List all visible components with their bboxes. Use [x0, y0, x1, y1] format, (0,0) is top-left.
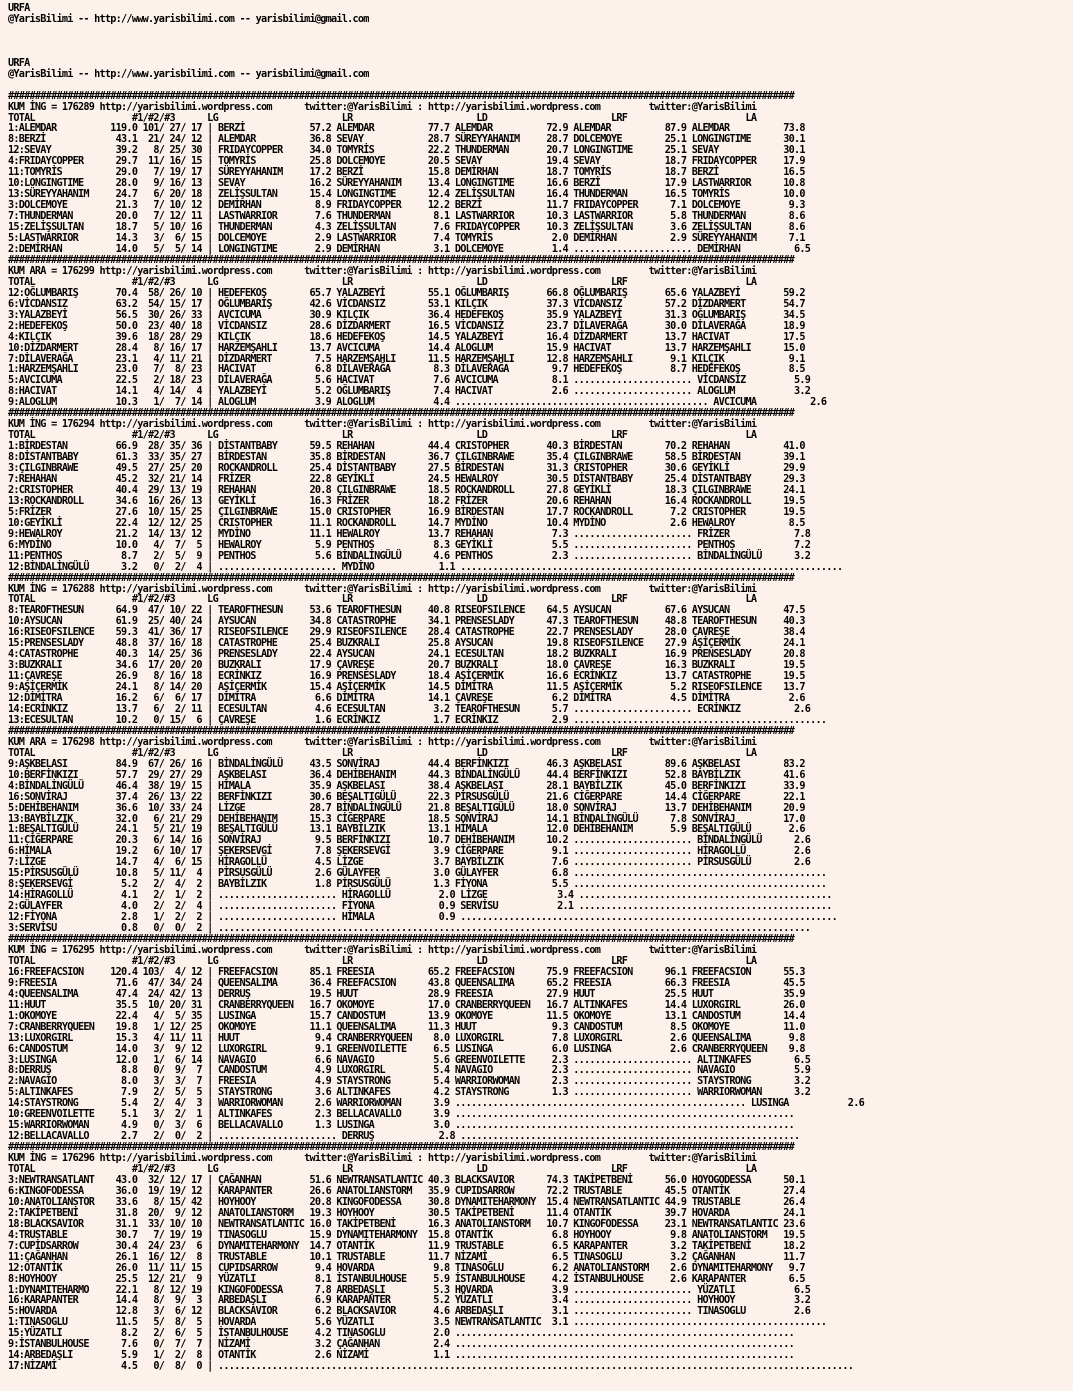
- text-line: 18:BLACKSAVIOR 31.1 33/ 10/ 10 | NEWTRANSATLANTIC 16.0 TAKİPETBENİ 16.3 ANATOLIANSTORM 10.7 KINGOFODESSA 23.1 NEWTRANSATLANTIC 23.6: [8, 1218, 805, 1230]
- text-line: KUM ARA = 176298 http://yarisbilimi.wordpress.com twitter:@YarisBilimi : http://yarisbilimi.wordpress.com twitter:@YarisBilimi: [8, 736, 757, 748]
- text-line: [8, 37, 1068, 48]
- text-line: ##################################################################################################################################################: [8, 725, 794, 737]
- text-line: 16:SONVİRAJ 37.4 26/ 13/ 22 | BERFİNKIZI 30.6 BEŞALTIGÜLÜ 22.3 PİRSUSGÜLÜ 21.6 CİĞERPARE 14.4 CİĞERPARE 22.1: [8, 791, 805, 803]
- text-line: 3:DOLCEMOYE 21.3 7/ 10/ 12 | DEMİRHAN 8.9 FRIDAYCOPPER 12.2 BERZİ 11.7 FRIDAYCOPPER 7.1 DOLCEMOYE 9.3: [8, 200, 805, 212]
- text-line: 12:BİNDALİNGÜLÜ 3.2 0/ 2/ 4 | ...................... MYDİNO 1.1 .......................................................................: [8, 561, 843, 573]
- text-line: 8:TEAROFTHESUN 64.9 47/ 10/ 22 | TEAROFTHESUN 53.6 TEAROFTHESUN 40.8 RISEOFSILENCE 64.5 AYSUCAN 67.6 AYSUCAN 47.5: [8, 605, 805, 617]
- text-line: 7:CUPİDSARROW 30.4 24/ 23/ 6 | DYNAMITEHARMONY 14.7 OTANTİK 11.9 TRUSTABLE 6.5 KARAPANTER 3.2 TAKİPETBENİ 18.2: [8, 1240, 805, 1252]
- text-line: @YarisBilimi -- http://www.yarisbilimi.com -- yarisbilimi@gmail.com: [8, 13, 369, 25]
- text-line: 11:PENTHOS 8.7 2/ 5/ 9 | PENTHOS 5.6 BİNDALİNGÜLÜ 4.6 PENTHOS 2.3 ...................... BİNDALİNGÜLÜ 3.2: [8, 550, 811, 562]
- text-line: 10:DİZDARMERT 28.4 8/ 16/ 17 | HARZEMŞAHLI 13.7 AVCICUMA 14.4 ALOGLUM 15.9 HACIVAT 13.7 HARZEMŞAHLI 15.0: [8, 342, 805, 354]
- text-line: 7:THUNDERMAN 20.0 7/ 12/ 11 | LASTWARRIOR 7.6 THUNDERMAN 8.1 LASTWARRIOR 10.3 LASTWARRIOR 5.8 THUNDERMAN 8.6: [8, 211, 805, 223]
- text-line: 1:HARZEMŞAHLI 23.0 7/ 8/ 23 | HACIVAT 6.8 DİLAVERAĞA 8.3 DİLAVERAĞA 9.7 HEDEFEKOŞ 8.7 HEDEFEKOŞ 8.5: [8, 364, 805, 376]
- text-line: URFA: [8, 3, 30, 14]
- text-line: 2:CRISTOPHER 40.4 29/ 13/ 19 | REHAHAN 20.8 ÇILGINBRAWE 18.5 ROCKANDROLL 27.8 GEYİKLİ 18.3 ÇILGINBRAWE 24.1: [8, 484, 805, 496]
- text-line: 13:ROCKANDROLL 34.6 16/ 26/ 13 | GEYİKLİ 16.3 FRİZER 18.2 FRİZER 20.6 REHAHAN 16.4 ROCKANDROLL 19.5: [8, 495, 805, 507]
- text-line: 1:BEŞALTIGÜLÜ 24.1 5/ 21/ 19 | BEŞALTIGÜLÜ 13.1 BAYBİLZIK 13.1 HİMALA 12.0 DEHİBEHANIM 5.9 BEŞALTIGÜLÜ 2.6: [8, 824, 805, 836]
- report-text: [8, 4, 1068, 1373]
- text-line: KUM İNG = 176288 http://yarisbilimi.wordpress.com twitter:@YarisBilimi : http://yarisbilimi.wordpress.com twitter:@YarisBilimi: [8, 583, 757, 595]
- text-line: 8:HOYHOOY 25.5 12/ 21/ 9 | YÜZATLI 8.1 İSTANBULHOUSE 5.9 İSTANBULHOUSE 4.2 İSTANBULHOUSE 2.6 KARAPANTER 6.5: [8, 1273, 805, 1285]
- text-line: KUM İNG = 176289 http://yarisbilimi.wordpress.com twitter:@YarisBilimi : http://yarisbilimi.wordpress.com twitter:@YarisBilimi: [8, 101, 757, 113]
- text-line: 16:FREEFACSION 120.4 103/ 4/ 12 | FREEFACSION 85.1 FREESIA 65.2 FREEFACSION 75.9 FREEFACSION 96.1 FREEFACSION 55.3: [8, 966, 805, 978]
- text-line: ##################################################################################################################################################: [8, 408, 794, 420]
- text-line: 8:DİSTANTBABY 61.3 33/ 35/ 27 | BİRDESTAN 35.8 BİRDESTAN 36.7 ÇILGINBRAWE 35.4 ÇILGINBRAWE 58.5 BİRDESTAN 39.1: [8, 452, 805, 464]
- text-line: KUM İNG = 176294 http://yarisbilimi.wordpress.com twitter:@YarisBilimi : http://yarisbilimi.wordpress.com twitter:@YarisBilimi: [8, 419, 757, 431]
- text-line: 9:FREESIA 71.6 47/ 34/ 24 | QUEENSALIMA 36.4 FREEFACSION 43.8 QUEENSALIMA 65.2 FREESIA 66.3 FREESIA 45.5: [8, 977, 805, 989]
- text-line: 8:DERRUŞ 8.8 0/ 9/ 7 | CANDOSTUM 4.9 LUXORGIRL 5.4 NAVAGIO 2.3 ...................... NAVAGIO 5.9: [8, 1065, 811, 1077]
- text-line: 3:BUZKRALI 34.6 17/ 20/ 20 | BUZKRALI 17.9 ÇAVREŞE 20.7 BUZKRALI 18.0 ÇAVREŞE 16.3 BUZKRALI 19.5: [8, 660, 805, 672]
- text-line: 7:DİLAVERAĞA 23.1 4/ 11/ 21 | DİZDARMERT 7.5 HARZEMŞAHLI 11.5 HARZEMŞAHLI 12.8 HARZEMŞAHLI 9.1 KILÇIK 9.1: [8, 353, 805, 365]
- text-line: [8, 48, 1068, 59]
- text-line: 5:AVCICUMA 22.5 2/ 18/ 23 | DİLAVERAĞA 5.6 HACIVAT 7.6 AVCICUMA 8.1 ...................... VİCDANSIZ 5.9: [8, 375, 811, 387]
- text-line: 12:SEVAY 39.2 8/ 25/ 30 | FRIDAYCOPPER 34.0 TOMYRİS 22.2 THUNDERMAN 20.7 LONGINGTIME 25.1 SEVAY 30.1: [8, 145, 805, 157]
- text-line: 11:ÇAVREŞE 26.9 8/ 16/ 18 | ECRİNKIZ 16.9 PRENSESLADY 18.4 AŞİÇERMİK 16.6 ECRİNKIZ 13.7 CATASTROPHE 19.5: [8, 671, 805, 683]
- text-line: 6:HİMALA 19.2 6/ 10/ 17 | ŞEKERSEVGİ 7.8 ŞEKERSEVGİ 3.9 CİĞERPARE 9.1 ...................... HİRAGOLLÜ 2.6: [8, 846, 811, 858]
- text-line: 5:FRİZER 27.6 10/ 15/ 25 | ÇILGINBRAWE 15.0 CRISTOPHER 16.9 BİRDESTAN 17.7 ROCKANDROLL 7.2 CRISTOPHER 19.5: [8, 506, 805, 518]
- text-line: 14:ARBEDAŞLI 5.9 1/ 2/ 8 | OTANTİK 2.6 NİZAMİ 1.1 ...............................................................: [8, 1350, 794, 1362]
- text-line: 1:TINASOGLU 11.5 5/ 8/ 5 | HOVARDA 5.6 YÜZATLI 3.5 NEWTRANSATLANTIC 3.1 ...............................................: [8, 1317, 827, 1329]
- text-line: 3:YALAZBEYİ 56.5 30/ 26/ 33 | AVCICUMA 30.9 KILÇIK 36.4 HEDEFEKOŞ 35.9 YALAZBEYİ 31.3 OĞLUMBARIŞ 34.5: [8, 309, 805, 321]
- text-line: 10:LONGINGTIME 28.0 9/ 16/ 13 | SEVAY 16.2 SÜREYYAHANIM 13.4 LONGINGTIME 16.6 BERZİ 17.9 LASTWARRIOR 10.8: [8, 178, 805, 190]
- text-line: 6:MYDİNO 10.0 4/ 7/ 5 | HEWALROY 5.9 PENTHOS 8.3 GEYİKLİ 5.5 ...................... PENTHOS 7.2: [8, 539, 811, 551]
- text-line: 6:KINGOFODESSA 36.0 19/ 19/ 12 | KARAPANTER 26.6 ANATOLIANSTORM 35.9 CUPIDSARROW 72.2 TRUSTABLE 45.5 OTANTİK 27.4: [8, 1185, 805, 1197]
- text-line: 3:NEWTRANSATLANT 43.0 32/ 12/ 17 | ÇAĞANHAN 51.6 NEWTRANSATLANTIC 40.3 BLACKSAVIOR 74.3 TAKİPETBENİ 56.0 HOYOGODESSA 50.1: [8, 1174, 805, 1186]
- text-line: 8:ŞEKERSEVGİ 5.2 2/ 4/ 2 | BAYBİLZIK 1.8 PİRSUSGÜLÜ 1.3 FİYONA 5.5 ...............................................: [8, 879, 827, 891]
- text-line: 9:HEWALROY 21.2 14/ 13/ 12 | MYDİNO 11.1 HEWALROY 13.7 REHAHAN 7.3 ...................... FRİZER 7.8: [8, 528, 811, 540]
- text-line: TOTAL #1/#2/#3 LG LR LD LRF LA: [8, 112, 757, 124]
- text-line: 4:BİNDALİNGÜLÜ 46.4 38/ 19/ 15 | HİMALA 35.9 AŞKBELASI 38.4 AŞKBELASI 28.1 BAYBİLZIK 45.0 BERFİNKIZI 33.9: [8, 780, 805, 792]
- text-line: 12:OĞLUMBARIŞ 70.4 58/ 26/ 10 | HEDEFEKOŞ 65.7 YALAZBEYİ 55.1 OĞLUMBARIŞ 66.8 OĞLUMBARIŞ 65.6 YALAZBEYİ 59.2: [8, 287, 805, 299]
- text-line: URFA: [8, 57, 30, 69]
- text-line: ##################################################################################################################################################: [8, 1142, 794, 1154]
- text-line: 4:CATASTROPHE 40.3 14/ 25/ 36 | PRENSESLADY 22.4 AYSUCAN 24.1 ECESULTAN 18.2 BUZKRALI 16.9 PRENSESLADY 20.8: [8, 649, 805, 661]
- text-line: TOTAL #1/#2/#3 LG LR LD LRF LA: [8, 747, 757, 759]
- text-line: 4:KILÇIK 39.6 18/ 28/ 29 | KILÇIK 18.6 HEDEFEKOŞ 14.5 YALAZBEYİ 16.4 DİZDARMERT 13.7 HACIVAT 17.5: [8, 331, 805, 343]
- text-line: 7:CRANBERRYQUEEN 19.8 1/ 12/ 25 | OKOMOYE 11.1 QUEENSALIMA 11.3 HUUT 9.3 CANDOSTUM 8.5 OKOMOYE 11.0: [8, 1021, 805, 1033]
- text-line: ##################################################################################################################################################: [8, 254, 794, 266]
- text-line: 9:AŞKBELASI 84.9 67/ 26/ 16 | BİNDALİNGÜLÜ 43.5 SONVİRAJ 44.4 BERFİNKIZI 46.3 AŞKBELASI 89.6 AŞKBELASI 83.2: [8, 758, 805, 770]
- text-line: ##################################################################################################################################################: [8, 90, 794, 102]
- text-line: 2:HEDEFEKOŞ 50.0 23/ 40/ 18 | VİCDANSIZ 28.6 DİZDARMERT 16.5 VİCDANSIZ 23.7 DİLAVERAĞA 30.0 DİLAVERAĞA 18.9: [8, 320, 805, 332]
- text-line: 13:SÜREYYAHANIM 24.7 6/ 20/ 18 | ZELİŞSULTAN 15.4 LONGINGTIME 12.4 ZELİŞSULTAN 16.4 THUNDERMAN 16.5 TOMYRİS 10.0: [8, 189, 805, 201]
- text-line: 5:LASTWARRIOR 14.3 3/ 6/ 15 | DOLCEMOYE 2.9 LASTWARRIOR 7.4 TOMYRİS 2.0 DEMİRHAN 2.9 SÜREYYAHANIM 7.1: [8, 233, 805, 245]
- text-line: 10:GREENVOILETTE 5.1 3/ 2/ 1 | ALTINKAFES 2.3 BELLACAVALLO 3.9 ...............................................................: [8, 1109, 794, 1121]
- text-line: 4:TRUSTABLE 30.7 7/ 19/ 19 | TINASOGLU 15.9 DYNAMITEHARMONY 15.8 OTANTİK 6.8 HOYHOOY 9.8 ANATOLIANSTORM 19.5: [8, 1229, 805, 1241]
- text-line: 5:HOVARDA 12.8 3/ 6/ 12 | BLACKSAVIOR 6.2 BLACKSAVIOR 4.6 ARBEDAŞLI 3.1 ...................... TINASOGLU 2.6: [8, 1306, 811, 1318]
- text-line: [8, 81, 1068, 92]
- text-line: 1:ALEMDAR 119.0 101/ 27/ 17 | BERZİ 57.2 ALEMDAR 77.7 ALEMDAR 72.9 ALEMDAR 87.9 ALEMDAR 73.8: [8, 123, 805, 135]
- text-line: 12:FİYONA 2.8 1/ 2/ 2 | ...................... HİMALA 0.9 ......................................................................: [8, 912, 838, 924]
- text-line: 2:DEMİRHAN 14.0 5/ 5/ 14 | LONGINGTIME 2.9 DEMİRHAN 3.1 DOLCEMOYE 1.4 ...................... DEMİRHAN 6.5: [8, 243, 811, 255]
- text-line: ##################################################################################################################################################: [8, 572, 794, 584]
- text-line: KUM ARA = 176299 http://yarisbilimi.wordpress.com twitter:@YarisBilimi : http://yarisbilimi.wordpress.com twitter:@YarisBilimi: [8, 265, 757, 277]
- text-line: TOTAL #1/#2/#3 LG LR LD LRF LA: [8, 1164, 757, 1176]
- text-line: TOTAL #1/#2/#3 LG LR LD LRF LA: [8, 955, 757, 967]
- text-line: KUM İNG = 176296 http://yarisbilimi.wordpress.com twitter:@YarisBilimi : http://yarisbilimi.wordpress.com twitter:@YarisBilimi: [8, 1153, 757, 1165]
- text-line: 11:CİĞERPARE 20.3 6/ 14/ 16 | SONVİRAJ 9.5 BERFİNKIZI 10.7 DEHİBEHANIM 10.2 ...................... BİNDALİNGÜLÜ 2.6: [8, 835, 811, 847]
- text-line: 5:ALTINKAFES 7.9 2/ 5/ 5 | STAYSTRONG 3.6 ALTINKAFES 4.2 STAYSTRONG 1.3 ...................... WARRIORWOMAN 3.2: [8, 1087, 811, 1099]
- text-line: 14:HİRAGOLLÜ 4.1 2/ 1/ 2 | ...................... HİRAGOLLÜ 2.0 LİZGE 3.4 ...............................................: [8, 890, 832, 902]
- text-line: 6:CANDOSTUM 14.0 3/ 9/ 12 | LUXORGIRL 9.1 GREENVOILETTE 6.5 LUSINGA 6.0 LUSINGA 2.6 CRANBERRYQUEEN 9.8: [8, 1043, 805, 1055]
- text-line: 14:STAYSTRONG 5.4 2/ 4/ 3 | WARRIORWOMAN 2.6 WARRIORWOMAN 3.9 ...................................................... LUSINGA 2.6: [8, 1098, 864, 1110]
- text-line: 13:ECESULTAN 10.2 0/ 15/ 6 | ÇAVREŞE 1.6 ECRİNKIZ 1.7 ECRİNKIZ 2.9 ...............................................: [8, 714, 827, 726]
- text-line: 9:AŞİÇERMİK 24.1 8/ 14/ 20 | AŞİÇERMİK 15.4 AŞİÇERMİK 14.5 DİMİTRA 11.5 AŞİÇERMİK 5.2 RISEOFSILENCE 13.7: [8, 682, 805, 694]
- text-line: 4:QUEENSALIMA 47.4 24/ 42/ 13 | DERRUŞ 19.5 HUUT 28.9 FREESIA 27.9 HUUT 25.5 HUUT 35.9: [8, 988, 805, 1000]
- text-line: 2:GÜLAYFER 4.0 2/ 2/ 4 | ...................... FİYONA 0.9 SERVİSU 2.1 ...............................................: [8, 901, 832, 913]
- text-line: 11:TOMYRİS 29.0 7/ 19/ 17 | SÜREYYAHANIM 17.2 BERZİ 15.8 DEMİRHAN 18.7 TOMYRİS 18.7 BERZİ 16.5: [8, 167, 805, 179]
- text-line: 5:DEHİBEHANIM 36.6 10/ 33/ 24 | LİZGE 28.7 BİNDALİNGÜLÜ 21.8 BEŞALTIGÜLÜ 18.0 SONVİRAJ 13.7 DEHİBEHANIM 20.9: [8, 802, 805, 814]
- text-line: 8:HACIVAT 14.1 4/ 14/ 4 | YALAZBEYİ 5.2 OĞLUMBARIŞ 7.4 HACIVAT 2.6 ...................... ALOGLUM 3.2: [8, 386, 811, 398]
- text-line: 10:AYSUCAN 61.9 25/ 40/ 24 | AYSUCAN 34.8 CATASTROPHE 34.1 PRENSESLADY 47.3 TEAROFTHESUN 48.8 TEAROFTHESUN 40.3: [8, 616, 805, 628]
- text-line: 6:VİCDANSIZ 63.2 54/ 15/ 17 | OĞLUMBARIŞ 42.6 VİCDANSIZ 53.1 KILÇIK 37.3 VİCDANSIZ 57.2 DİZDARMERT 54.7: [8, 298, 805, 310]
- text-line: 14:ECRİNKIZ 13.7 6/ 2/ 11 | ECESULTAN 4.6 ECESULTAN 3.2 TEAROFTHESUN 5.7 ...................... ECRİNKIZ 2.6: [8, 704, 811, 715]
- text-line: 12:DİMİTRA 16.2 6/ 6/ 17 | DİMİTRA 6.6 DİMİTRA 14.1 ÇAVREŞE 6.2 DİMİTRA 4.5 DİMİTRA 2.6: [8, 693, 805, 705]
- text-line: 9:ALOGLUM 10.3 1/ 7/ 14 | ALOGLUM 3.9 ALOGLUM 4.4 ............................................... AVCICUMA 2.6: [8, 397, 827, 409]
- text-line: 3:SERVİSU 0.8 0/ 0/ 2 | ..............................................................................................................: [8, 923, 811, 935]
- text-line: TOTAL #1/#2/#3 LG LR LD LRF LA: [8, 594, 757, 606]
- text-line: 4:FRIDAYCOPPER 29.7 11/ 16/ 15 | TOMYRİS 25.8 DOLCEMOYE 20.5 SEVAY 19.4 SEVAY 18.7 FRIDAYCOPPER 17.9: [8, 156, 805, 168]
- text-line: 15:WARRIORWOMAN 4.9 0/ 3/ 6 | BELLACAVALLO 1.3 LUSINGA 3.0 ...............................................................: [8, 1120, 794, 1132]
- text-line: 16:KARAPANTER 14.4 8/ 9/ 3 | ARBEDAŞLI 6.9 KARAPANTER 5.2 YÜZATLI 3.4 ...................... HOYHOOY 3.2: [8, 1295, 811, 1307]
- text-line: 1:OKOMOYE 22.4 4/ 5/ 35 | LUSINGA 15.7 CANDOSTUM 13.9 OKOMOYE 11.5 OKOMOYE 13.1 CANDOSTUM 14.4: [8, 1010, 805, 1022]
- text-line: 16:RISEOFSILENCE 59.3 41/ 36/ 17 | RISEOFSILENCE 29.9 RISEOFSILENCE 28.4 CATASTROPHE 22.7 PRENSESLADY 28.0 ÇAVREŞE 38.4: [8, 627, 805, 639]
- text-line: ##################################################################################################################################################: [8, 934, 794, 946]
- text-line: 10:ANATOLIANSTOR 33.6 8/ 15/ 42 | HOYHOOY 20.8 KINGOFODESSA 30.8 DYNAMITEHARMONY 15.4 NEWTRANSATLANTIC 44.9 TRUSTABLE 26.4: [8, 1196, 805, 1208]
- text-line: 1:DYNAMITEHARMO 22.1 8/ 12/ 19 | KINGOFODESSA 7.8 ARBEDAŞLI 5.3 HOVARDA 3.9 ...................... YÜZATLI 6.5: [8, 1284, 811, 1296]
- text-line: 7:LİZGE 14.7 4/ 6/ 15 | HİRAGOLLÜ 4.5 LİZGE 3.7 BAYBİLZIK 7.6 ...................... PİRSUSGÜLÜ 2.6: [8, 857, 811, 869]
- text-line: 10:BERFİNKIZI 57.7 29/ 27/ 29 | AŞKBELASI 36.4 DEHİBEHANIM 44.3 BİNDALİNGÜLÜ 44.4 BERFİNKIZI 52.8 BAYBİLZIK 41.6: [8, 769, 805, 781]
- text-line: 12:BELLACAVALLO 2.7 2/ 0/ 2 | ...................... DERRUŞ 2.8 ...............................................................: [8, 1131, 800, 1143]
- text-line: 2:NAVAGIO 8.0 3/ 3/ 7 | FREESIA 4.9 STAYSTRONG 5.4 WARRIORWOMAN 2.3 ...................... STAYSTRONG 3.2: [8, 1076, 811, 1088]
- text-line: 10:GEYİKLİ 22.4 12/ 12/ 25 | CRISTOPHER 11.1 ROCKANDROLL 14.7 MYDİNO 10.4 MYDİNO 2.6 HEWALROY 8.5: [8, 517, 805, 529]
- text-line: 2:TAKİPETBENİ 31.8 20/ 9/ 12 | ANATOLIANSTORM 19.3 HOYHOOY 30.5 TAKİPETBENİ 11.4 OTANTİK 39.7 HOVARDA 24.1: [8, 1207, 805, 1219]
- text-line: 13:LUXORGIRL 15.3 4/ 11/ 11 | HUUT 9.4 CRANBERRYQUEEN 8.0 LUXORGIRL 7.8 LUXORGIRL 2.6 QUEENSALIMA 9.8: [8, 1032, 805, 1044]
- text-line: TOTAL #1/#2/#3 LG LR LD LRF LA: [8, 430, 757, 442]
- text-line: [8, 26, 1068, 37]
- text-line: 15:PİRSUSGÜLÜ 10.8 5/ 11/ 4 | PİRSUSGÜLÜ 2.6 GÜLAYFER 3.0 GÜLAYFER 6.8 ...............................................: [8, 868, 827, 880]
- text-line: 3:LUSINGA 12.0 1/ 6/ 14 | NAVAGIO 6.6 NAVAGIO 5.6 GREENVOILETTE 2.3 ...................... ALTINKAFES 6.5: [8, 1054, 811, 1066]
- text-line: 12:OTANTİK 26.0 11/ 11/ 15 | CUPIDSARROW 9.4 HOVARDA 9.8 TINASOĞLU 6.2 ANATOLIANSTORM 2.6 DYNAMITEHARMONY 9.7: [8, 1262, 805, 1274]
- text-line: 8:BERZİ 43.1 21/ 24/ 12 | ALEMDAR 36.8 SEVAY 28.7 SÜREYYAHANIM 28.7 DOLCEMOYE 25.1 LONGINGTIME 30.1: [8, 134, 805, 146]
- text-line: 11:ÇAĞANHAN 26.1 16/ 12/ 8 | TRUSTABLE 10.1 TRUSTABLE 11.7 NİZAMİ 6.5 TINASOGLU 3.2 ÇAĞANHAN 11.7: [8, 1251, 805, 1263]
- text-line: TOTAL #1/#2/#3 LG LR LD LRF LA: [8, 276, 757, 288]
- text-line: 1:BİRDESTAN 66.9 28/ 35/ 36 | DİSTANTBABY 59.5 REHAHAN 44.4 CRISTOPHER 40.3 BİRDESTAN 70.2 REHAHAN 41.0: [8, 441, 805, 453]
- text-line: @YarisBilimi -- http://www.yarisbilimi.com -- yarisbilimi@gmail.com: [8, 68, 369, 80]
- text-line: 15:YÜZATLI 8.2 2/ 6/ 5 | İSTANBULHOUSE 4.2 TINASOGLU 2.0 ...............................................................: [8, 1328, 794, 1340]
- text-line: 15:PRENSESLADY 48.8 37/ 16/ 18 | CATASTROPHE 25.4 BUZKRALI 25.8 AYSUCAN 19.8 RISEOFSILENCE 27.9 AŞİÇERMİK 24.1: [8, 638, 805, 650]
- text-line: 15:ZELİŞSULTAN 18.7 5/ 10/ 16 | THUNDERMAN 4.3 ZELİŞSULTAN 7.6 FRIDAYCOPPER 10.3 ZELİŞSULTAN 3.6 ZELİŞSULTAN 8.6: [8, 222, 805, 234]
- text-line: 3:ÇILGINBRAWE 49.5 27/ 25/ 20 | ROCKANDROLL 25.4 DİSTANTBABY 27.5 BİRDESTAN 31.3 CRISTOPHER 30.6 GEYİKLİ 29.9: [8, 463, 805, 475]
- text-line: 11:HUUT 35.5 10/ 20/ 31 | CRANBERRYQUEEN 16.7 OKOMOYE 17.0 CRANBERRYQUEEN 16.7 ALTINKAFES 14.4 LUXORGIRL 26.0: [8, 999, 805, 1011]
- text-line: KUM İNG = 176295 http://yarisbilimi.wordpress.com twitter:@YarisBilimi : http://yarisbilimi.wordpress.com twitter:@YarisBilimi: [8, 944, 757, 956]
- text-line: 9:İSTANBULHOUSE 7.6 0/ 7/ 7 | NİZAMİ 3.2 ÇAĞANHAN 2.4 ...............................................................: [8, 1339, 794, 1351]
- text-line: 7:REHAHAN 45.2 32/ 21/ 14 | FRİZER 22.8 GEYİKLİ 24.5 HEWALROY 30.5 DİSTANTBABY 25.4 DİSTANTBABY 29.3: [8, 473, 805, 485]
- text-line: 13:BAYBİLZIK 32.0 6/ 21/ 29 | DEHİBEHANIM 15.3 CİĞERPARE 18.5 SONVİRAJ 14.1 BİNDALİNGÜLÜ 7.8 SONVİRAJ 17.0: [8, 813, 805, 825]
- text-line: 17:NİZAMİ 4.5 0/ 8/ 0 | ......................................................................................................................: [8, 1361, 854, 1373]
